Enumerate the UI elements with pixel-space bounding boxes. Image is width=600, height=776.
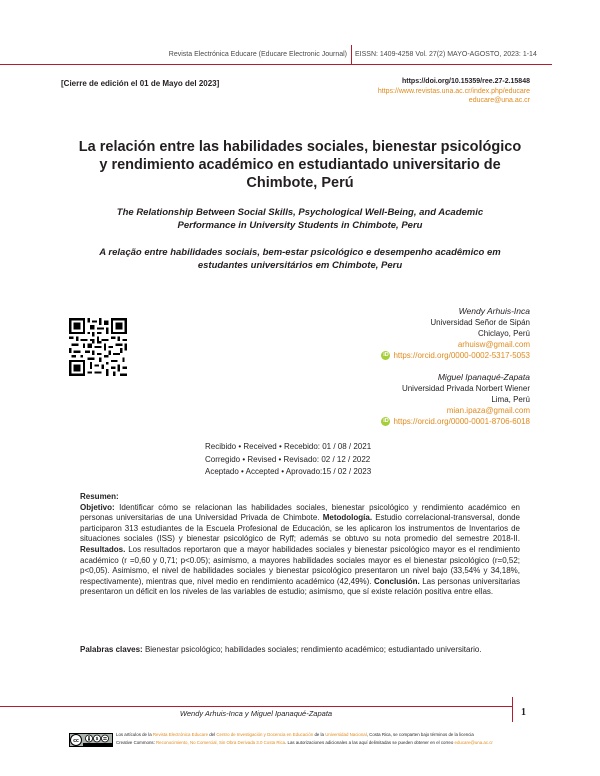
footer-separator [512, 697, 513, 722]
abstract-body [80, 503, 520, 598]
journal-name: Revista Electrónica Educare (Educare Electronic Journal) [168, 51, 347, 58]
license-email-link[interactable]: educare@una.ac.cr [454, 740, 493, 745]
submission-dates [205, 441, 371, 479]
author-block [381, 306, 530, 361]
license-line [116, 739, 526, 747]
author-institution: Universidad Señor de Sipán [430, 318, 530, 327]
date-received: Recibido • Received • Recebido: 01 / 08 / 2021 [205, 442, 372, 451]
author-location: Lima, Perú [491, 395, 530, 404]
keywords-label: Palabras claves: [80, 645, 143, 654]
objetivo-label: Objetivo: [80, 502, 115, 512]
author-email[interactable]: mian.ipaza@gmail.com [446, 406, 530, 415]
abstract [80, 492, 520, 598]
author-email[interactable]: arhuisw@gmail.com [457, 340, 530, 349]
title-portuguese [60, 246, 540, 272]
title-line: y rendimiento académico en estudiantado universitario de [99, 157, 501, 173]
title-english-line: Performance in University Students in Chimbote, Peru [177, 220, 423, 231]
journal-url[interactable]: https://www.revistas.una.ac.cr/index.php/educare [377, 87, 530, 95]
license-text-part: del [208, 732, 217, 737]
page-number: 1 [521, 707, 526, 718]
abstract-heading: Resumen: [80, 492, 119, 501]
title-portuguese-line: estudantes universitários em Chimbote, Peru [197, 260, 403, 271]
license-link[interactable]: Centro de Investigación y Docencia en Educación [216, 732, 314, 737]
license-text-part: Los artículos de la [116, 732, 153, 737]
article-title [60, 138, 540, 192]
orcid-link[interactable]: https://orcid.org/0000-0001-8706-6018 [393, 417, 530, 426]
resultados-text: Los resultados reportaron que a mayor habilidades sociales y bienestar psicológico mayor es el rendimiento académico (r =0,60 y 0,71; p<0.05); asimismo, a mayores habilidades sociales mayor es el bienestar psicológico (r=0,52; p<0,05). Asimismo, el nivel de habilidades sociales y bienestar psicológico presentaron un nivel bajo (33,54% y 34,18%, respectivamente), mientras que, nivel medio en rendimiento académico (42,49%). [80, 544, 520, 586]
svg-text:cc: cc [73, 738, 79, 744]
author-block [381, 372, 530, 427]
date-accepted: Aceptado • Accepted • Aprovado:15 / 02 / 2023 [205, 467, 372, 476]
title-line: Chimbote, Perú [246, 175, 354, 191]
footer-authors: Wendy Arhuis-Inca y Miguel Ipanaqué-Zapata [179, 709, 333, 718]
objetivo-text: Identificar cómo se relacionan las habilidades sociales, bienestar psicológico y rendimiento académico en personas universitarias de una Universidad Privada de Chimbote. [80, 502, 520, 523]
conclusion-label: Conclusión. [373, 576, 420, 586]
journal-issn: EISSN: 1409-4258 Vol. 27(2) MAYO-AGOSTO, 2023: 1-14 [355, 51, 537, 58]
author-name: Wendy Arhuis-Inca [458, 306, 530, 316]
author-location: Chiclayo, Perú [477, 329, 530, 338]
title-portuguese-line: A relação entre habilidades sociais, bem-estar psicológico e desempenho acadêmico em [99, 247, 501, 258]
resultados-label: Resultados. [80, 544, 126, 554]
orcid-icon: iD [383, 418, 389, 424]
license-text-part: , Costa Rica, se comparten bajo términos de la licencia [366, 732, 474, 737]
orcid-row [381, 416, 530, 427]
orcid-link[interactable]: https://orcid.org/0000-0002-5317-5053 [393, 351, 530, 360]
keywords-text: Bienestar psicológico; habilidades sociales; rendimiento académico; estudiantado universitario. [142, 645, 482, 654]
license-text-part: de la [313, 732, 326, 737]
qr-code [69, 318, 127, 376]
edition-close-date: [Cierre de edición el 01 de Mayo del 2023] [61, 79, 220, 88]
title-english [60, 206, 540, 232]
svg-text:$: $ [95, 736, 99, 742]
metodologia-label: Metodología. [322, 513, 373, 523]
license-link[interactable]: Reconocimiento, No Comercial, Sin Obra Derivada 3.0 Costa Rica [156, 740, 286, 745]
metodologia-text: Estudio correlacional-transversal, donde participaron 313 estudiantes de la Escuela Profesional de Educación, se les aplicaron los instrumentos de Inventarios de situaciones sociales (ISS) y bienestar psicológico de Ryff; además se obtuvo su nota promedio del semestre 2018-II. [80, 513, 521, 544]
footer-divider [0, 706, 512, 707]
license-link[interactable]: Revista Electrónica Educare [152, 732, 209, 737]
license-line [116, 731, 526, 739]
keywords [80, 645, 520, 656]
title-english-line: The Relationship Between Social Skills, Psychological Well-Being, and Academic [116, 207, 484, 218]
license-link[interactable]: Universidad Nacional [325, 732, 367, 737]
license-text-part: Creative Commons: [116, 740, 157, 745]
license-text [116, 731, 526, 747]
cc-license-badge[interactable] [69, 733, 113, 747]
orcid-icon: iD [383, 352, 389, 358]
date-revised: Corregido • Revised • Revisado: 02 / 12 / 2022 [205, 454, 371, 464]
journal-email[interactable]: educare@una.ac.cr [468, 97, 530, 104]
license-text-part: . Las autorizaciones adicionales a las aquí delimitadas se pueden obtener en el correo [285, 740, 455, 745]
journal-links [378, 77, 530, 106]
header-divider [0, 64, 552, 65]
header-separator [351, 45, 352, 65]
title-line: La relación entre las habilidades sociales, bienestar psicológico [78, 139, 522, 155]
orcid-row [381, 350, 530, 361]
author-name: Miguel Ipanaqué-Zapata [437, 372, 530, 382]
author-institution: Universidad Privada Norbert Wiener [401, 384, 530, 393]
conclusion-text: Las personas universitarias presentaron un déficit en los niveles de las variables de estudio; asimismo, que sí existe relación positiva entre ellas. [80, 576, 520, 597]
doi-link[interactable]: https://doi.org/10.15359/ree.27-2.15848 [401, 78, 530, 85]
